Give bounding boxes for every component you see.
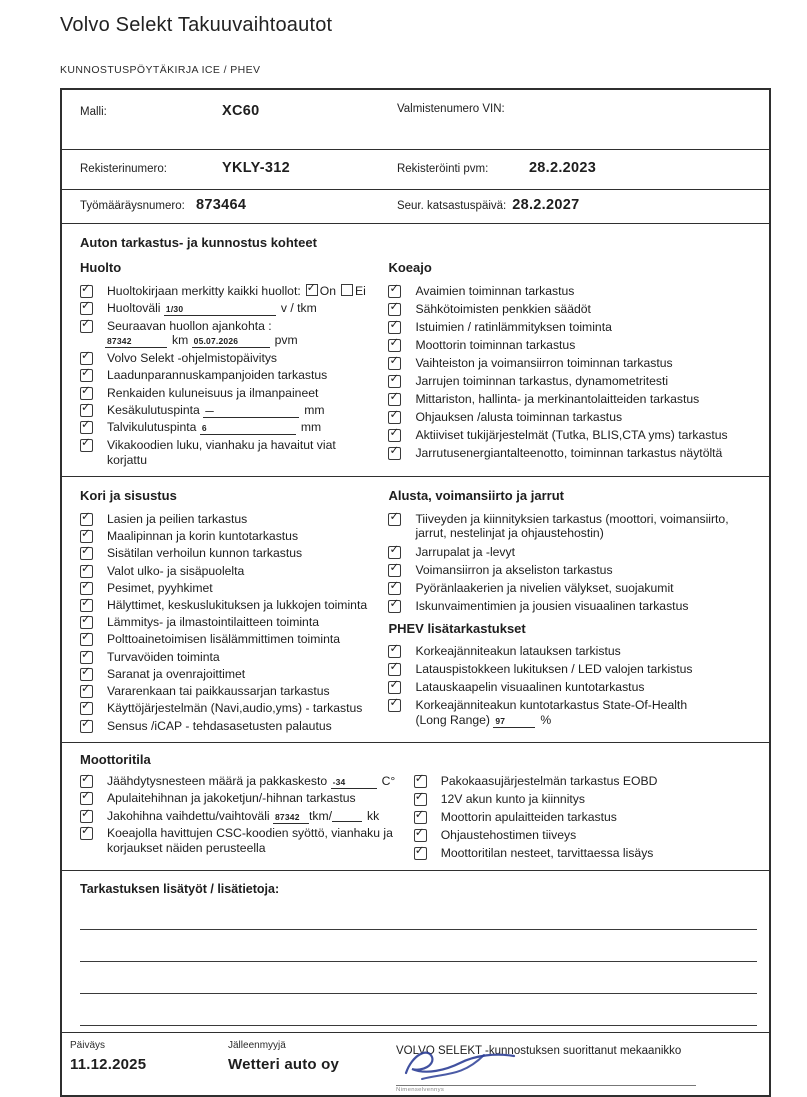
item-label: Korkeajänniteakun latauksen tarkistus — [415, 644, 621, 659]
fill-line — [105, 335, 167, 348]
item-label-wrap — [415, 698, 761, 728]
huolto-column — [80, 254, 386, 470]
checkbox-checked-icon — [80, 369, 93, 382]
checkbox-checked-icon — [388, 321, 401, 334]
fill-value: 05.07.2026 — [193, 336, 239, 347]
checkbox-checked-icon — [414, 793, 427, 806]
checkbox-checked-icon — [414, 811, 427, 824]
fill-suffix: mm — [300, 420, 322, 435]
item-label: Volvo Selekt -ohjelmistopäivitys — [107, 351, 278, 366]
header-row-model — [62, 90, 769, 150]
date-cell — [70, 1040, 228, 1095]
fill-line — [203, 405, 299, 418]
checklist-item — [414, 792, 761, 807]
phev-heading: PHEV lisätarkastukset — [388, 621, 526, 637]
workorder-cell — [80, 197, 397, 223]
checkbox-checked-icon — [388, 564, 401, 577]
checklist-item — [80, 650, 386, 665]
checklist-item — [80, 319, 386, 334]
writein-line — [80, 898, 757, 930]
item-label: Lämmitys- ja ilmastointilaitteen toiminta — [107, 615, 320, 630]
checkbox-checked-icon — [388, 600, 401, 613]
item-label: Jarrupalat ja -levyt — [415, 544, 516, 559]
checklist-item — [80, 667, 386, 682]
item-label: Jarrujen toiminnan tarkastus, dynamometritesti — [415, 374, 669, 389]
model-cell — [80, 103, 397, 149]
item-label: Voimansiirron ja akseliston tarkastus — [415, 562, 613, 577]
section-body-chassis — [62, 477, 769, 743]
fill-line — [331, 776, 377, 789]
checklist-item — [388, 320, 761, 335]
item-label: Jakohihna vaihdettu/vaihtoväli — [107, 808, 270, 823]
section-heading: Auton tarkastus- ja kunnostus kohteet — [80, 235, 317, 250]
moottoritila-heading: Moottoritila — [80, 751, 151, 767]
checkbox-checked-icon — [388, 699, 401, 712]
inspection-date-cell — [397, 197, 769, 223]
regnumber-cell — [80, 160, 397, 189]
section-additional-work — [62, 871, 769, 1033]
item-label: Jäähdytysnesteen määrä ja pakkaskesto — [107, 773, 328, 788]
item-label: Talvikulutuspinta — [107, 420, 197, 435]
checkbox-checked-icon — [80, 530, 93, 543]
item-label-wrap — [107, 284, 386, 299]
checkbox-checked-icon — [80, 775, 93, 788]
checklist-item — [80, 632, 386, 647]
fill-line — [192, 335, 270, 348]
dealer-value: Wetteri auto oy — [228, 1056, 340, 1074]
checkbox-checked-icon — [80, 387, 93, 400]
item-label: Pakokaasujärjestelmän tarkastus EOBD — [440, 773, 658, 788]
item-label: Moottorin apulaitteiden tarkastus — [440, 809, 617, 824]
workorder-label: Työmääräysnumero: — [80, 200, 185, 212]
checklist-item — [388, 644, 761, 659]
checklist-item — [388, 662, 761, 677]
checklist-item — [414, 774, 761, 789]
huolto-heading: Huolto — [80, 260, 122, 275]
item-label: Pyöränlaakerien ja nivelien välykset, suojakumit — [415, 580, 674, 595]
checkbox-checked-icon — [80, 582, 93, 595]
date-label: Päiväys — [70, 1040, 106, 1052]
kori-column — [80, 486, 386, 736]
checkbox-checked-icon — [80, 651, 93, 664]
checklist-item — [388, 410, 761, 425]
vin-cell — [397, 103, 769, 149]
checklist-item — [80, 438, 386, 467]
vin-label: Valmistenumero VIN: — [396, 103, 505, 115]
regdate-cell — [397, 160, 769, 189]
checkbox-checked-icon — [388, 429, 401, 442]
checklist-item — [80, 684, 386, 699]
moottoritila-left-column — [80, 774, 414, 864]
fill-suffix: pvm — [274, 333, 298, 348]
checklist-item — [388, 512, 761, 541]
ei-label: Ei — [355, 284, 366, 298]
model-label: Malli: — [80, 106, 107, 118]
item-label: Istuimien / ratinlämmityksen toiminta — [415, 320, 612, 335]
checklist-item — [80, 546, 386, 561]
checkbox-checked-icon — [80, 302, 93, 315]
item-label-wrap — [107, 774, 414, 789]
checkbox-checked-icon — [388, 582, 401, 595]
item-label: Ohjauksen /alusta toiminnan tarkastus — [415, 410, 623, 425]
checklist-item — [80, 512, 386, 527]
checklist-item — [80, 420, 386, 435]
item-label: Sensus /iCAP - tehdasasetusten palautus — [107, 718, 332, 733]
fill-suffix: C° — [381, 773, 396, 788]
checklist-item — [80, 564, 386, 579]
item-label: Laadunparannuskampanjoiden tarkastus — [107, 368, 328, 383]
checklist-item — [80, 351, 386, 366]
checklist-item — [80, 403, 386, 418]
fill-line — [493, 715, 535, 728]
regdate-label: Rekisteröinti pvm: — [396, 163, 489, 175]
checklist-item — [80, 386, 386, 401]
item-label: Lasien ja peilien tarkastus — [107, 511, 248, 526]
checklist-item — [414, 846, 761, 861]
item-label: Saranat ja ovenrajoittimet — [107, 666, 246, 681]
fill-suffix: km — [172, 333, 189, 348]
signature-icon — [396, 1043, 536, 1087]
checkbox-checked-icon — [388, 339, 401, 352]
checklist-item — [388, 284, 761, 299]
checkbox-ei-unchecked-icon — [341, 284, 353, 296]
checklist-item — [80, 826, 414, 855]
item-label: Käyttöjärjestelmän (Navi,audio,yms) - tarkastus — [107, 701, 363, 716]
item-label: Moottoritilan nesteet, tarvittaessa lisäys — [440, 846, 654, 860]
checkbox-checked-icon — [80, 616, 93, 629]
dealer-label: Jälleenmyyjä — [228, 1040, 286, 1052]
item-label: Mittariston, hallinta- ja merkinantolaitteiden tarkastus — [415, 392, 700, 407]
inspection-date-label: Seur. katsastuspäivä: — [396, 200, 507, 212]
checkbox-checked-icon — [80, 792, 93, 805]
fill-line — [332, 809, 362, 822]
fill-value: 1/30 — [165, 304, 184, 315]
checklist-item — [388, 302, 761, 317]
checkbox-checked-icon — [388, 393, 401, 406]
fill-line — [273, 811, 309, 824]
checklist-item — [388, 698, 761, 728]
header-row-registration — [62, 150, 769, 190]
checkbox-checked-icon — [388, 546, 401, 559]
item-label: Seuraavan huollon ajankohta : — [107, 318, 272, 333]
checklist-item — [388, 563, 761, 578]
checkbox-checked-icon — [388, 411, 401, 424]
form-box — [60, 88, 771, 1097]
checklist-item — [388, 428, 761, 443]
checklist-item — [388, 446, 761, 461]
document-title: Volvo Selekt Takuuvaihtoautot — [60, 14, 333, 36]
checklist-item — [388, 392, 761, 407]
koeajo-heading: Koeajo — [388, 260, 432, 275]
item-label-wrap — [105, 333, 386, 348]
fill-suffix: v / tkm — [280, 301, 317, 316]
item-label: Kesäkulutuspinta — [107, 402, 200, 417]
item-label: Latauskaapelin visuaalinen kuntotarkastus — [415, 680, 645, 695]
checkbox-checked-icon — [80, 285, 93, 298]
checkbox-checked-icon — [80, 565, 93, 578]
checkbox-checked-icon — [414, 775, 427, 788]
checkbox-checked-icon — [80, 320, 93, 333]
item-label: Huoltoväli — [107, 301, 161, 316]
checklist-item — [80, 615, 386, 630]
item-label-line2: (Long Range) — [415, 712, 490, 727]
item-label: Apulaitehihnan ja jakoketjun/-hihnan tarkastus — [107, 791, 356, 806]
checklist-item — [80, 791, 414, 806]
item-label: Sähkötoimisten penkkien säädöt — [415, 302, 591, 317]
regnumber-value: YKLY-312 — [222, 160, 290, 176]
checklist-item — [388, 599, 761, 614]
checkbox-checked-icon — [80, 352, 93, 365]
item-label: Avaimien toiminnan tarkastus — [415, 284, 575, 298]
checkbox-checked-icon — [388, 681, 401, 694]
item-label: Turvavöiden toiminta — [107, 649, 220, 664]
item-label: Koeajolla havittujen CSC-koodien syöttö, vianhaku ja korjaukset näiden perusteella — [107, 826, 393, 855]
checklist-item — [414, 828, 761, 843]
checklist-item — [80, 809, 414, 824]
regnumber-label: Rekisterinumero: — [80, 163, 167, 175]
checkbox-checked-icon — [80, 720, 93, 733]
item-label: Iskunvaimentimien ja jousien visuaalinen tarkastus — [415, 598, 689, 613]
checkbox-on-checked-icon — [306, 284, 318, 296]
item-label: Polttoainetoimisen lisälämmittimen toiminta — [107, 632, 341, 647]
checklist-item — [80, 301, 386, 316]
checklist-item — [80, 529, 386, 544]
item-label: Aktiiviset tukijärjestelmät (Tutka, BLIS,CTA yms) tarkastus — [415, 428, 728, 443]
item-label-wrap — [107, 403, 386, 418]
checklist-item — [414, 810, 761, 825]
checkbox-checked-icon — [414, 847, 427, 860]
section-inspection-targets — [62, 224, 769, 477]
item-label: Tiiveyden ja kiinnityksien tarkastus (moottori, voimansiirto, jarrut, nestelinjat ja ohjaustehostin) — [415, 511, 729, 541]
checkbox-checked-icon — [80, 685, 93, 698]
section-engine-bay — [62, 743, 769, 871]
checkbox-checked-icon — [80, 702, 93, 715]
checklist-item — [388, 338, 761, 353]
item-label-wrap — [107, 420, 386, 435]
fill-mid: tkm/ — [309, 808, 333, 823]
item-label-wrap — [107, 809, 414, 824]
checklist-item — [388, 374, 761, 389]
fill-value: 87342 — [275, 811, 300, 822]
checkbox-checked-icon — [414, 829, 427, 842]
fill-value: 6 — [201, 423, 207, 434]
fill-suffix: mm — [304, 402, 325, 417]
item-label: Huoltokirjaan merkitty kaikki huollot: — [107, 284, 301, 298]
koeajo-column — [386, 254, 761, 470]
checkbox-checked-icon — [80, 513, 93, 526]
date-value: 11.12.2025 — [70, 1056, 147, 1074]
checklist-item — [388, 545, 761, 560]
checklist-item — [388, 680, 761, 695]
checklist-item — [80, 774, 414, 789]
checkbox-checked-icon — [388, 447, 401, 460]
fill-line — [200, 422, 296, 435]
checklist-item — [388, 356, 761, 371]
item-label: Korkeajänniteakun kuntotarkastus State-Of-Health — [415, 698, 688, 713]
writein-line — [80, 930, 757, 962]
checkbox-checked-icon — [388, 645, 401, 658]
item-label: Maalipinnan ja korin kuntotarkastus — [107, 529, 299, 544]
item-label: Vikakoodien luku, vianhaku ja havaitut viat korjattu — [107, 437, 336, 467]
checklist-item — [388, 581, 761, 596]
signature-caption: Nimenselvennys — [396, 1087, 445, 1093]
header-row-workorder — [62, 190, 769, 224]
item-label: Renkaiden kuluneisuus ja ilmanpaineet — [107, 385, 319, 400]
checkbox-checked-icon — [80, 599, 93, 612]
checklist-item — [80, 284, 386, 299]
item-label: Jarrutusenergiantalteenotto, toiminnan tarkastus näytöltä — [415, 446, 723, 461]
checkbox-checked-icon — [80, 633, 93, 646]
alusta-heading: Alusta, voimansiirto ja jarrut — [388, 487, 564, 503]
checklist-item — [80, 598, 386, 613]
item-label: Ohjaustehostimen tiiveys — [440, 827, 577, 842]
item-label: Latauspistokkeen lukituksen / LED valojen tarkistus — [415, 662, 693, 677]
signature-block — [396, 1051, 696, 1086]
item-label: Vaihteiston ja voimansiirron toiminnan tarkastus — [415, 356, 673, 371]
item-label: Sisätilan verhoilun kunnon tarkastus — [107, 546, 303, 561]
item-label: Vararenkaan tai paikkaussarjan tarkastus — [107, 684, 330, 699]
fill-suffix: kk — [367, 808, 380, 823]
fill-value: 97 — [495, 715, 506, 726]
checkbox-checked-icon — [80, 547, 93, 560]
lisatyot-heading: Tarkastuksen lisätyöt / lisätietoja: — [80, 882, 280, 897]
dealer-cell — [228, 1040, 396, 1095]
item-label: Moottorin toiminnan tarkastus — [415, 338, 576, 353]
item-label: Pesimet, pyyhkimet — [107, 580, 213, 595]
checkbox-checked-icon — [388, 375, 401, 388]
checkbox-checked-icon — [388, 285, 401, 298]
workorder-value: 873464 — [196, 197, 247, 213]
footer-row — [62, 1033, 769, 1095]
checkbox-checked-icon — [388, 357, 401, 370]
checkbox-checked-icon — [80, 827, 93, 840]
fill-value: — — [205, 405, 214, 416]
document-subtitle: KUNNOSTUSPÖYTÄKIRJA ICE / PHEV — [60, 64, 261, 76]
on-label: On — [319, 284, 336, 298]
checklist-item — [80, 701, 386, 716]
checkbox-checked-icon — [388, 303, 401, 316]
item-label: 12V akun kunto ja kiinnitys — [440, 791, 585, 806]
checklist-item — [80, 719, 386, 734]
fill-value: -34 — [332, 776, 346, 787]
writein-line — [80, 962, 757, 994]
checkbox-checked-icon — [388, 513, 401, 526]
item-label: Valot ulko- ja sisäpuolelta — [107, 563, 245, 578]
alusta-phev-column — [386, 486, 761, 736]
checkbox-checked-icon — [388, 663, 401, 676]
checkbox-checked-icon — [80, 810, 93, 823]
inspection-date-value: 28.2.2027 — [512, 197, 580, 213]
kori-heading: Kori ja sisustus — [80, 487, 177, 503]
checkbox-checked-icon — [80, 439, 93, 452]
writein-line — [80, 994, 757, 1026]
regdate-value: 28.2.2023 — [528, 160, 597, 176]
mechanic-cell — [396, 1040, 759, 1095]
mechanic-label: VOLVO SELEKT -kunnostuksen suorittanut mekaanikko — [396, 1045, 682, 1058]
item-label: Hälyttimet, keskuslukituksen ja lukkojen toiminta — [107, 598, 368, 612]
checkbox-checked-icon — [80, 404, 93, 417]
fill-value: 87342 — [107, 336, 132, 347]
checklist-item — [80, 368, 386, 383]
moottoritila-right-column — [414, 774, 761, 864]
item-label-wrap — [107, 301, 386, 316]
checklist-item — [80, 581, 386, 596]
fill-suffix: % — [540, 712, 552, 727]
checklist-item-continuation — [105, 333, 386, 348]
model-value: XC60 — [222, 103, 260, 119]
fill-line — [164, 303, 276, 316]
checkbox-checked-icon — [80, 421, 93, 434]
checkbox-checked-icon — [80, 668, 93, 681]
